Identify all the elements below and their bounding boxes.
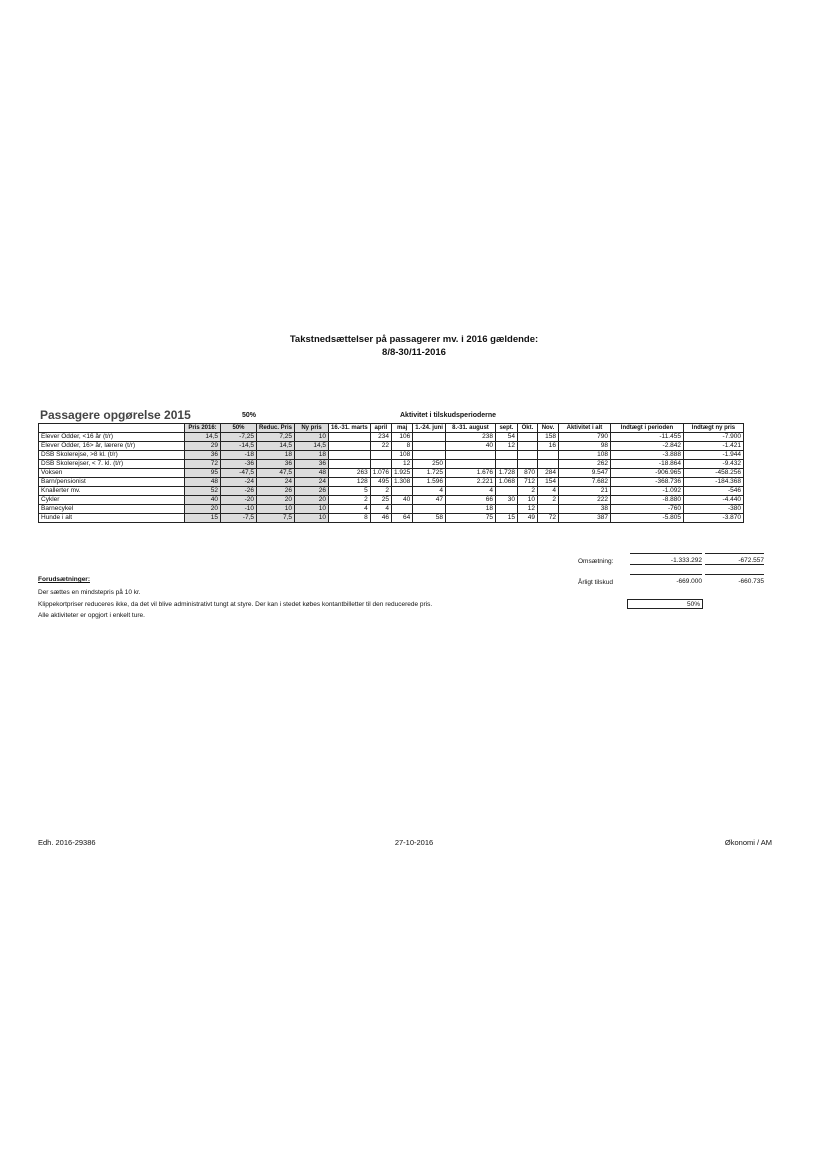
table-cell: 1.076 [370,469,391,478]
table-cell: 8 [329,514,371,523]
document-title: Takstnedsættelser på passagerer mv. i 2016 gældende: [289,334,539,345]
table-cell: 40 [445,442,495,451]
table-cell [413,505,446,514]
table-cell: 158 [537,433,558,442]
table-cell: 4 [445,487,495,496]
table-cell: -7,5 [221,514,257,523]
tilskud-periode-topline [630,574,702,575]
table-cell: 25 [370,496,391,505]
table-cell: 14,5 [295,442,329,451]
table-cell: 128 [329,478,371,487]
table-row [39,433,744,442]
table-cell: -906.965 [610,469,683,478]
table-cell: 1.596 [413,478,446,487]
table-cell [517,433,537,442]
table-cell: 72 [185,460,221,469]
table-cell [537,451,558,460]
omsaetning-ny: -672.557 [705,557,764,565]
table-cell [413,451,446,460]
table-cell: 387 [558,514,610,523]
table-cell: 1.728 [495,469,517,478]
table-cell: 2 [329,496,371,505]
table-cell: 64 [392,514,413,523]
table-row [39,460,744,469]
table-cell: 49 [517,514,537,523]
table-cell: 495 [370,478,391,487]
table-row [39,514,744,523]
table-cell: 40 [392,496,413,505]
table-cell: -3.888 [610,451,683,460]
table-cell: -10 [221,505,257,514]
table-cell: 12 [392,460,413,469]
table-cell [517,460,537,469]
table-cell: 1.068 [495,478,517,487]
table-cell: -24 [221,478,257,487]
table-cell: 108 [392,451,413,460]
tilskud-ny-topline [705,574,764,575]
table-cell: -14,5 [221,442,257,451]
activity-title: Aktivitet i tilskudsperioderne [400,412,497,419]
table-cell: 10 [295,505,329,514]
assumption-line-1: Der sættes en mindstepris på 10 kr. [38,589,141,596]
table-cell: 47 [413,496,446,505]
table-cell: 29 [185,442,221,451]
table-cell: -36 [221,460,257,469]
table-cell: -368.736 [610,478,683,487]
row-label: Voksen [39,469,185,478]
table-cell: 36 [185,451,221,460]
table-cell [495,451,517,460]
table-cell: 22 [370,442,391,451]
table-cell: 18 [295,451,329,460]
table-cell: 58 [413,514,446,523]
table-row [39,505,744,514]
table-cell: 1.925 [392,469,413,478]
table-cell: 108 [558,451,610,460]
table-cell: 4 [370,505,391,514]
table-cell: -380 [683,505,743,514]
column-header [39,424,185,433]
column-header: Nov. [537,424,558,433]
assumption-line-2: Klippekortpriser reduceres ikke, da det vil blive administrativt tungt at styre. Der kan i stedet købes kontantbilletter til den reducerede pris. [38,601,433,608]
table-cell: 870 [517,469,537,478]
table-cell: -1.092 [610,487,683,496]
table-row [39,442,744,451]
column-header: Ny pris [295,424,329,433]
table-cell: 66 [445,496,495,505]
table-cell: 47,5 [257,469,295,478]
table-cell: 238 [445,433,495,442]
table-row [39,487,744,496]
table-cell: 20 [185,505,221,514]
row-label: Elever Odder, 16> år, lærere (t/r) [39,442,185,451]
table-cell: 234 [370,433,391,442]
table-cell: 10 [295,514,329,523]
column-header: Okt. [517,424,537,433]
column-header: maj [392,424,413,433]
row-label: Cykler [39,496,185,505]
table-cell [495,487,517,496]
table-cell: 48 [295,469,329,478]
table-cell: -760 [610,505,683,514]
table-cell: 2 [517,487,537,496]
row-label: Hunde i alt [39,514,185,523]
table-cell [329,451,371,460]
omsaetning-periode: -1.333.292 [630,557,702,565]
table-cell: 24 [257,478,295,487]
column-header: Reduc. Pris [257,424,295,433]
table-cell: 222 [558,496,610,505]
table-cell: 24 [295,478,329,487]
column-header: Pris 2016: [185,424,221,433]
table-cell: -9.432 [683,460,743,469]
footer-department: Økonomi / AM [724,838,772,847]
table-cell: -2.842 [610,442,683,451]
table-cell: -1.944 [683,451,743,460]
column-header: 50% [221,424,257,433]
table-cell: 7,5 [257,514,295,523]
column-header: sept. [495,424,517,433]
table-cell: 10 [257,505,295,514]
column-header: april [370,424,391,433]
table-cell: 40 [185,496,221,505]
table-cell [329,442,371,451]
table-cell [392,487,413,496]
table-cell [370,451,391,460]
table-cell [537,460,558,469]
table-cell: 16 [537,442,558,451]
tilskud-ny: -660.735 [738,578,764,585]
table-cell [517,451,537,460]
table-cell [445,451,495,460]
table-cell: -26 [221,487,257,496]
table-cell: 18 [257,451,295,460]
table-cell: 26 [295,487,329,496]
table-cell: 30 [495,496,517,505]
table-cell: 7,25 [257,433,295,442]
table-cell: -7,25 [221,433,257,442]
table-cell: -47,5 [221,469,257,478]
table-cell: 75 [445,514,495,523]
table-cell [413,433,446,442]
table-cell: 154 [537,478,558,487]
table-cell: 5 [329,487,371,496]
table-cell: 14,5 [257,442,295,451]
table-cell: 7.682 [558,478,610,487]
table-cell: -1.421 [683,442,743,451]
table-cell [445,460,495,469]
column-header: Indtægt ny pris [683,424,743,433]
percent-label: 50% [242,412,257,419]
table-cell: 20 [257,496,295,505]
table-row [39,478,744,487]
table-cell: 20 [295,496,329,505]
table-cell: -7.900 [683,433,743,442]
table-cell: 36 [257,460,295,469]
table-cell [370,460,391,469]
table-cell [329,433,371,442]
table-cell: 712 [517,478,537,487]
table-cell: 262 [558,460,610,469]
omsaetning-label: Omsætning: [578,558,614,565]
sheet-title: Passagere opgørelse 2015 [40,408,191,422]
table-cell: 284 [537,469,558,478]
table-cell: 52 [185,487,221,496]
table-cell: 15 [495,514,517,523]
table-cell [537,505,558,514]
assumption-line-3: Alle aktiviteter er opgjort i enkelt ture. [38,612,145,619]
omsaetning-ny-topline [705,553,764,554]
table-cell: 12 [495,442,517,451]
table-cell [495,460,517,469]
column-header: Aktivitet i alt [558,424,610,433]
table-cell: 26 [257,487,295,496]
table-cell [413,442,446,451]
table-cell: 1.725 [413,469,446,478]
table-cell: 4 [537,487,558,496]
table-cell [517,442,537,451]
footer-journal: Edh. 2016-29386 [38,838,96,847]
table-cell: -458.256 [683,469,743,478]
table-row [39,496,744,505]
row-label: Knallerter mv. [39,487,185,496]
table-cell: -18 [221,451,257,460]
column-header: Indtægt i perioden [610,424,683,433]
table-header-row [39,424,744,433]
table-cell: 18 [445,505,495,514]
table-cell: 1.676 [445,469,495,478]
table-cell: 9.547 [558,469,610,478]
table-cell: 2 [537,496,558,505]
tilskud-label: Årligt tilskud [578,579,614,586]
table-cell: -3.870 [683,514,743,523]
table-cell: 46 [370,514,391,523]
table-cell: 15 [185,514,221,523]
table-cell: 21 [558,487,610,496]
row-label: DSB Skolerejse, >8 kl. (t/r) [39,451,185,460]
table-cell: -546 [683,487,743,496]
omsaetning-periode-topline [630,553,702,554]
table-cell: 10 [517,496,537,505]
table-cell: 2 [370,487,391,496]
column-header: 1.-24. juni [413,424,446,433]
table-cell: 8 [392,442,413,451]
row-label: Elever Odder, <16 år (t/r) [39,433,185,442]
table-cell: 1.308 [392,478,413,487]
table-cell [329,460,371,469]
table-cell: 54 [495,433,517,442]
column-header: 16.-31. marts [329,424,371,433]
table-cell: -4.440 [683,496,743,505]
table-cell: 38 [558,505,610,514]
column-header: 8.-31. august [445,424,495,433]
table-cell: 2.221 [445,478,495,487]
table-cell: 48 [185,478,221,487]
row-label: DSB Skolerejser, < 7. kl. (t/r) [39,460,185,469]
row-label: Barn/pensionist [39,478,185,487]
table-cell: 263 [329,469,371,478]
table-cell: 98 [558,442,610,451]
passenger-table [38,423,744,523]
percent-box: 50% [627,599,703,609]
table-cell [392,505,413,514]
table-cell: 106 [392,433,413,442]
table-row [39,451,744,460]
table-cell: 12 [517,505,537,514]
table-cell: 72 [537,514,558,523]
table-cell: 95 [185,469,221,478]
table-cell: 10 [295,433,329,442]
document-subtitle: 8/8-30/11-2016 [382,347,446,358]
footer-date: 27-10-2016 [394,838,434,847]
table-cell: -8.880 [610,496,683,505]
table-cell: -5.805 [610,514,683,523]
assumptions-heading: Forudsætninger: [38,576,90,583]
table-cell: 4 [413,487,446,496]
table-cell: -184.368 [683,478,743,487]
table-cell: 4 [329,505,371,514]
table-cell [495,505,517,514]
table-cell: -20 [221,496,257,505]
table-row [39,469,744,478]
table-cell: -11.455 [610,433,683,442]
table-cell: 14,5 [185,433,221,442]
table-cell: 790 [558,433,610,442]
table-cell: -18.864 [610,460,683,469]
row-label: Barnecykel [39,505,185,514]
tilskud-periode: -669.000 [676,578,702,585]
table-cell: 36 [295,460,329,469]
table-cell: 250 [413,460,446,469]
